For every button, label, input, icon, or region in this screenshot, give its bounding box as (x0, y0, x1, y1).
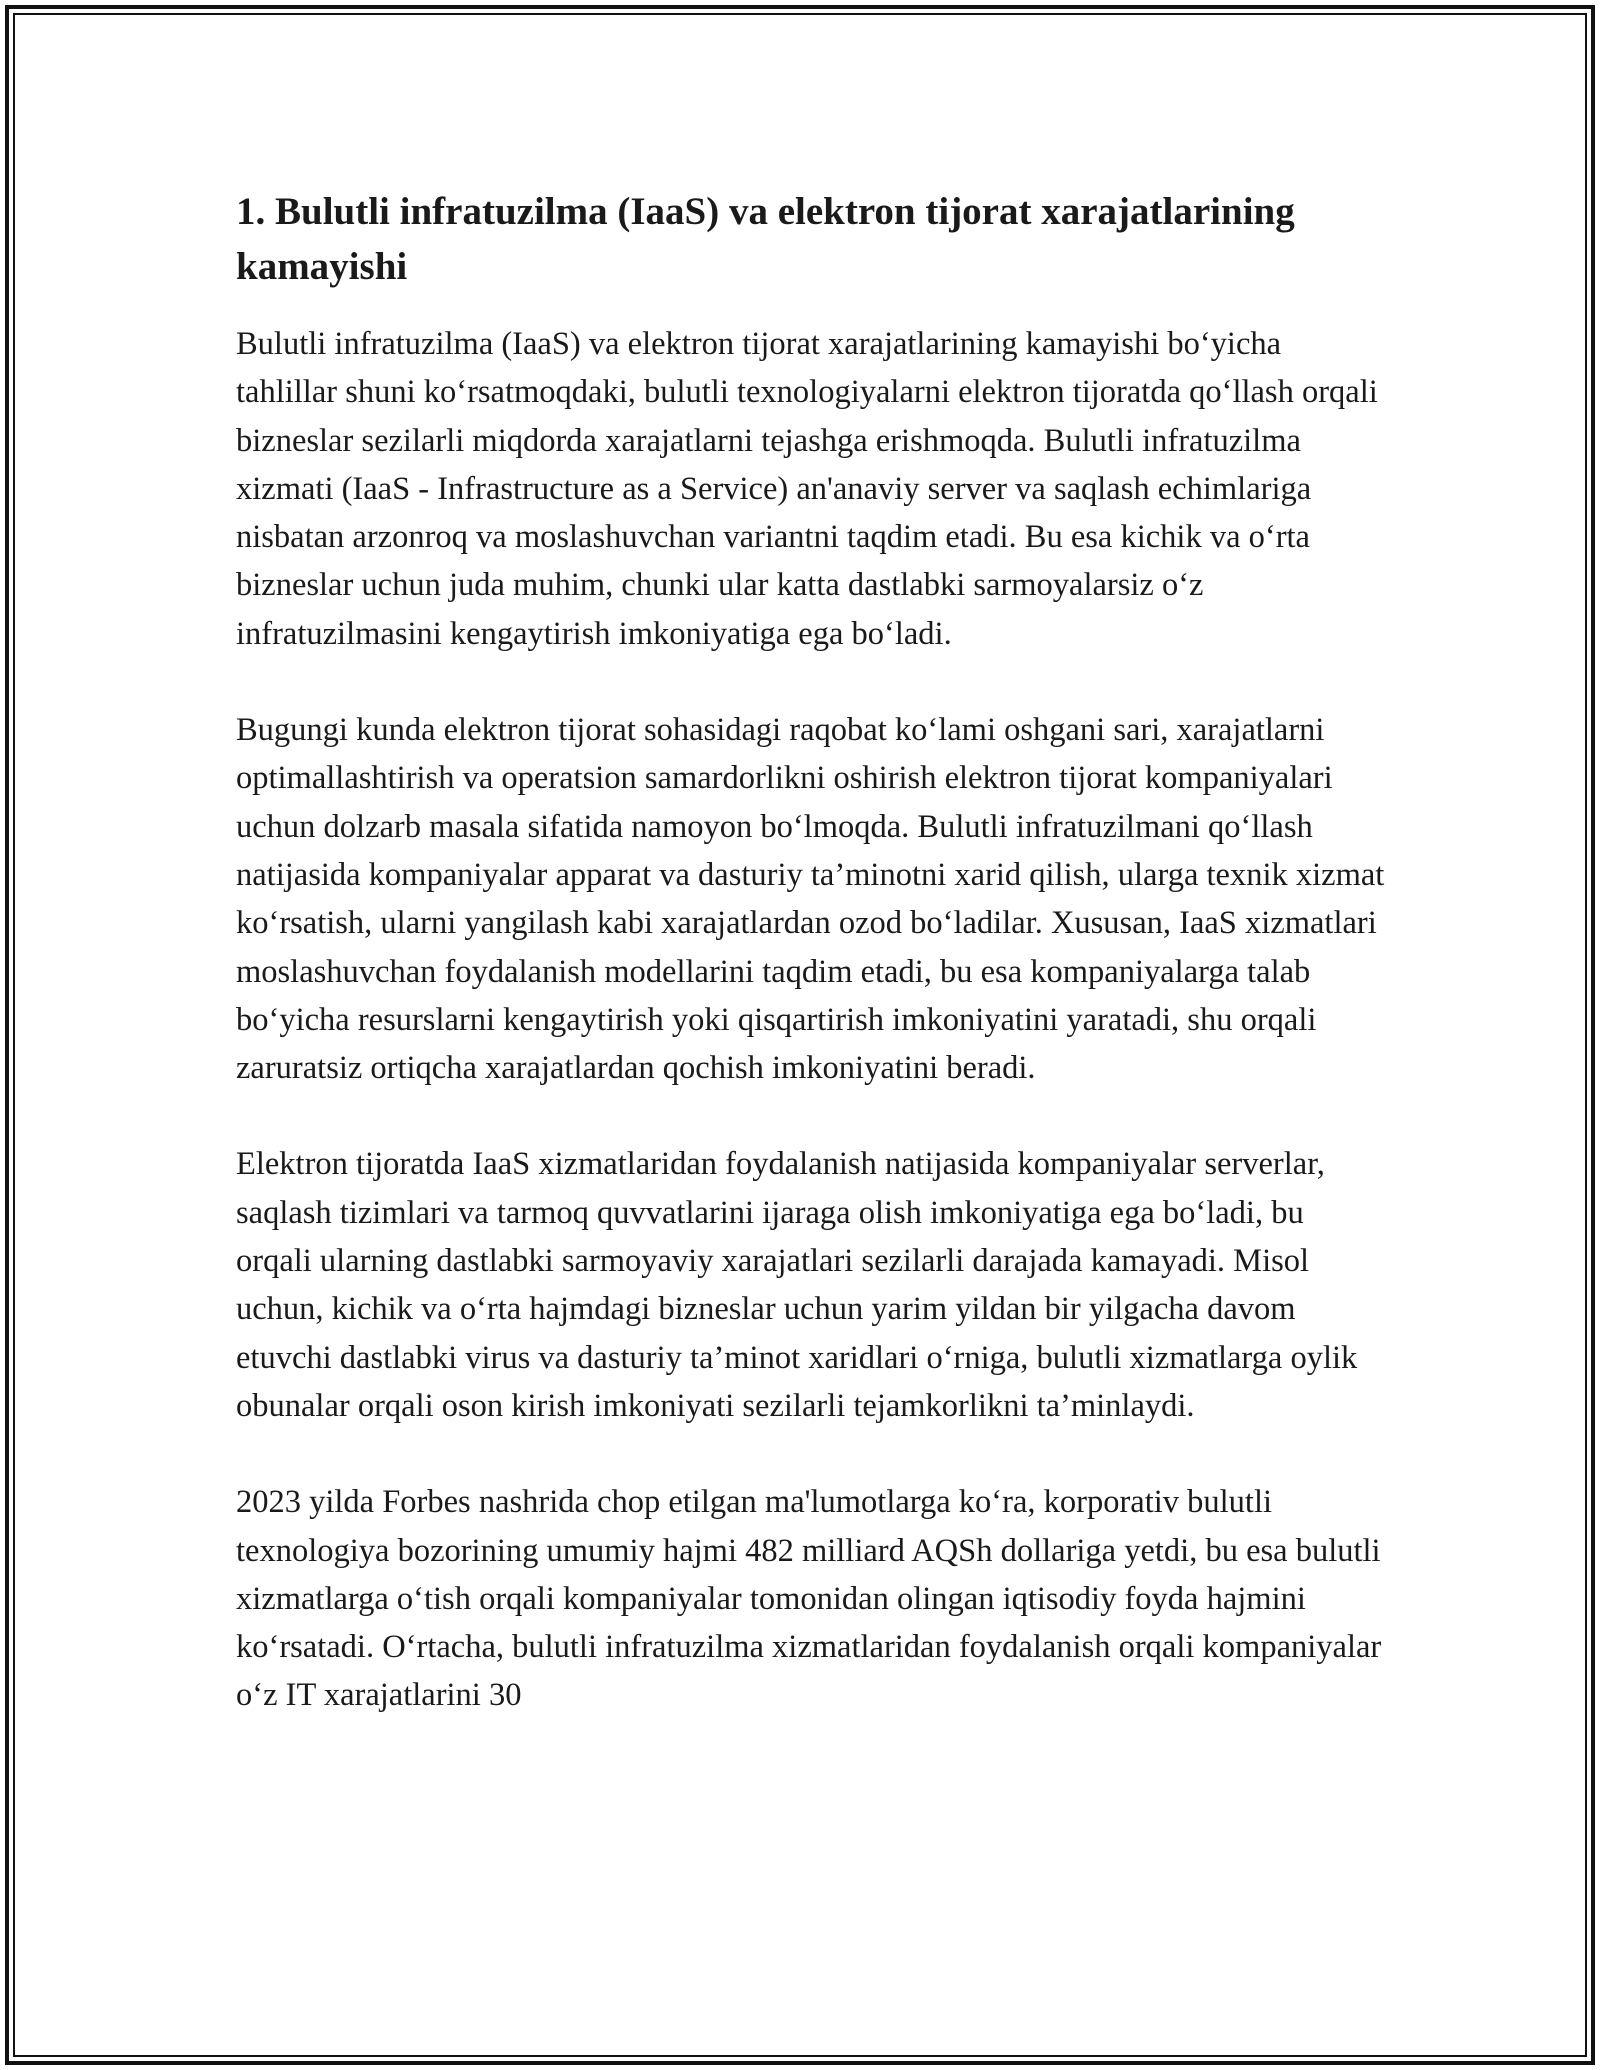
paragraph-1: Bulutli infratuzilma (IaaS) va elektron tijorat xarajatlarining kamayishi bo‘yicha tahlillar shuni ko‘rsatmoqdaki, bulutli texnologiyalarni elektron tijoratda qo‘llash orqali bizneslar sezilarli miqdorda xarajatlarni tejashga erishmoqda. Bulutli infratuzilma xizmati (IaaS - Infrastructure as a Service) an'anaviy server va saqlash echimlariga nisbatan arzonroq va moslashuvchan variantni taqdim etadi. Bu esa kichik va o‘rta bizneslar uchun juda muhim, chunki ular katta dastlabki sarmoyalarsiz o‘z infratuzilmasini kengaytirish imkoniyatiga ega bo‘ladi. (236, 326, 1378, 652)
document-body (236, 184, 1386, 1768)
paragraph-3: Elektron tijoratda IaaS xizmatlaridan foydalanish natijasida kompaniyalar serverlar, saqlash tizimlari va tarmoq quvvatlarini ijaraga olish imkoniyatiga ega bo‘ladi, bu orqali ularning dastlabki sarmoyaviy xarajatlari sezilarli darajada kamayadi. Misol uchun, kichik va o‘rta hajmdagi bizneslar uchun yarim yildan bir yilgacha davom etuvchi dastlabki virus va dasturiy ta’minot xaridlari o‘rniga, bulutli xizmatlarga oylik obunalar orqali oson kirish imkoniyati sezilarli tejamkorlikni ta’minlaydi. (236, 1146, 1358, 1424)
paragraph-2: Bugungi kunda elektron tijorat sohasidagi raqobat ko‘lami oshgani sari, xarajatlarni optimallashtirish va operatsion samardorlikni oshirish elektron tijorat kompaniyalari uchun dolzarb masala sifatida namoyon bo‘lmoqda. Bulutli infratuzilmani qo‘llash natijasida kompaniyalar apparat va dasturiy ta’minotni xarid qilish, ularga texnik xizmat ko‘rsatish, ularni yangilash kabi xarajatlardan ozod bo‘ladilar. Xususan, IaaS xizmatlari moslashuvchan foydalanish modellarini taqdim etadi, bu esa kompaniyalarga talab bo‘yicha resurslarni kengaytirish yoki qisqartirish imkoniyatini yaratadi, shu orqali zaruratsiz ortiqcha xarajatlardan qochish imkoniyatini beradi. (236, 712, 1385, 1087)
section-heading: 1. Bulutli infratuzilma (IaaS) va elektron tijorat xarajatlarining kamayishi (236, 190, 1295, 288)
paragraph-4: 2023 yilda Forbes nashrida chop etilgan ma'lumotlarga ko‘ra, korporativ bulutli texnologiya bozorining umumiy hajmi 482 milliard AQSh dollariga yetdi, bu esa bulutli xizmatlarga o‘tish orqali kompaniyalar tomonidan olingan iqtisodiy foyda hajmini ko‘rsatadi. O‘rtacha, bulutli infratuzilma xizmatlaridan foydalanish orqali kompaniyalar o‘z IT xarajatlarini 30 (236, 1484, 1382, 1714)
